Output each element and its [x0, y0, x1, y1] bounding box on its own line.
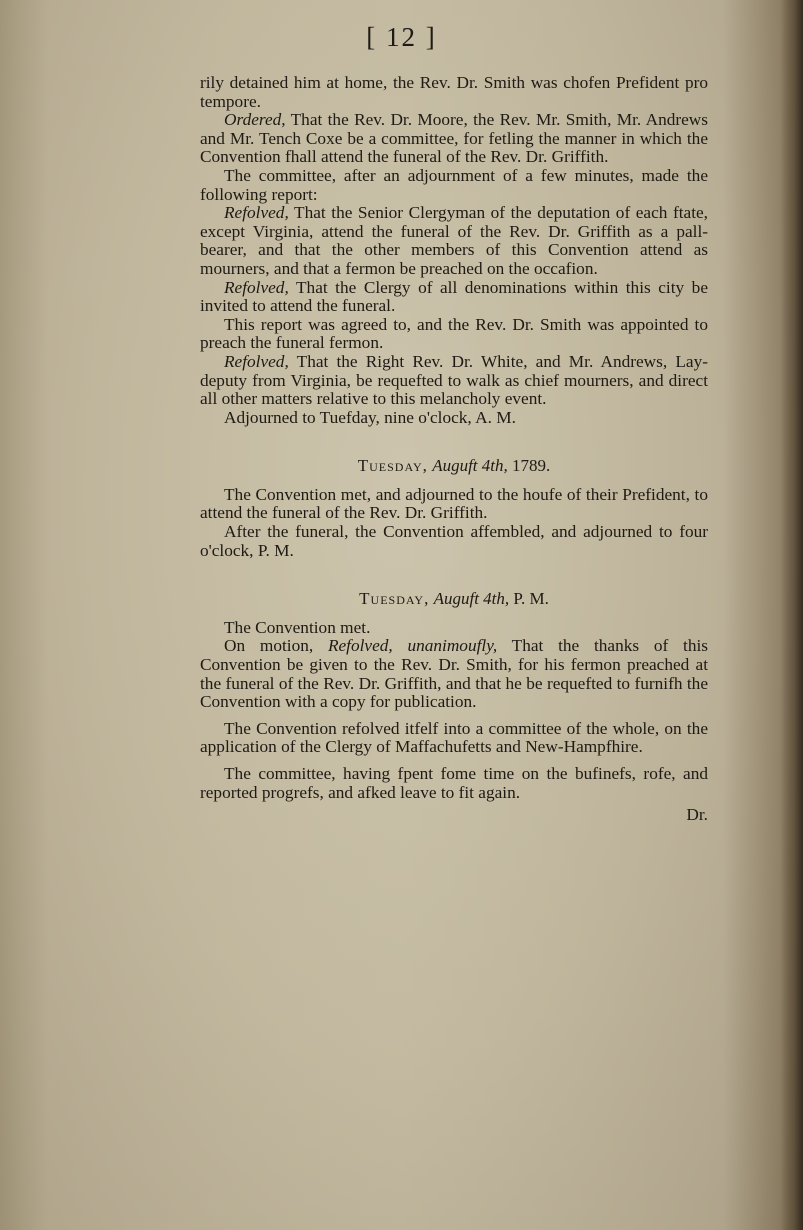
paragraph-committee: The committee, after an adjournment of a few minutes, made the following report: — [200, 165, 708, 204]
heading-day: Tuesday, — [357, 456, 428, 476]
paragraph-motion — [200, 637, 708, 711]
paragraph-progress: The committee, having fpent fome time on the bufinefs, rofe, and reported progrefs, and afked leave to fit again. — [200, 764, 708, 802]
heading-date: Auguft 4th, — [433, 589, 510, 609]
heading-day: Tuesday, — [359, 589, 430, 609]
resolved-text: That the Right Rev. Dr. White, and Mr. Andrews, Lay-deputy from Virginia, be requefted to walk as chief mourners, and direct all other matters relative to this melancholy event. — [200, 351, 708, 409]
page-edge-shadow — [781, 0, 803, 1230]
paragraph-resolved-3 — [200, 353, 708, 409]
motion-text: That the thanks of this Convention be given to the Rev. Dr. Smith, for his fermon preached at the funeral of the Rev. Dr. Griffith, and that he be requefted to furnifh the Convention with a copy for publication. — [200, 636, 708, 712]
ordered-label: Ordered, — [224, 110, 286, 130]
heading-time: P. M. — [509, 589, 549, 609]
paragraph-ordered — [200, 111, 708, 167]
paragraph-after-funeral: After the funeral, the Convention affembled, and adjourned to four o'clock, P. M. — [200, 522, 708, 560]
heading-year: 1789. — [507, 456, 551, 476]
page-number: [ 12 ] — [366, 22, 437, 52]
resolved-text: That the Clergy of all denominations within this city be invited to attend the funeral. — [200, 277, 708, 316]
catchword: Dr. — [686, 805, 708, 825]
paragraph-adjourned: Adjourned to Tuefday, nine o'clock, A. M. — [224, 407, 516, 427]
resolved-label: Refolved, — [224, 351, 289, 371]
paragraph-committee-whole: The Convention refolved itfelf into a committee of the whole, on the application of the Clergy of Maffachufetts and New-Hampfhire. — [200, 718, 708, 757]
paragraph-report-agreed: This report was agreed to, and the Rev. Dr. Smith was appointed to preach the funeral fermon. — [200, 314, 708, 353]
section-heading-morning — [200, 457, 708, 476]
resolved-label: Refolved, — [224, 277, 289, 297]
paragraph-continuation: rily detained him at home, the Rev. Dr. Smith was chofen Prefident pro tempore. — [200, 73, 708, 111]
resolved-text: That the Senior Clergyman of the deputation of each ftate, except Virginia, attend the funeral of the Rev. Dr. Griffith as a pall-bearer, and that the other members of this Convention attend as mourners, and that a fermon be preached on the occafion. — [200, 203, 708, 278]
motion-lead: On motion, — [224, 636, 328, 656]
resolved-label: Refolved, — [224, 203, 289, 223]
paragraph-convention-met: The Convention met, and adjourned to the houfe of their Prefident, to attend the funeral of the Rev. Dr. Griffith. — [200, 484, 708, 523]
section-heading-afternoon — [200, 590, 708, 609]
paragraph-met: The Convention met. — [224, 617, 371, 637]
heading-date: Auguft 4th, — [432, 456, 508, 476]
paragraph-resolved-1 — [200, 204, 708, 278]
body-text — [200, 74, 708, 825]
motion-resolved: Refolved, unanimoufly, — [327, 636, 498, 656]
paragraph-resolved-2 — [200, 279, 708, 316]
ordered-text: That the Rev. Dr. Moore, the Rev. Mr. Smith, Mr. Andrews and Mr. Tench Coxe be a committee, for fetling the manner in which the Convention fhall attend the funeral of the Rev. Dr. Griffith. — [200, 110, 708, 167]
